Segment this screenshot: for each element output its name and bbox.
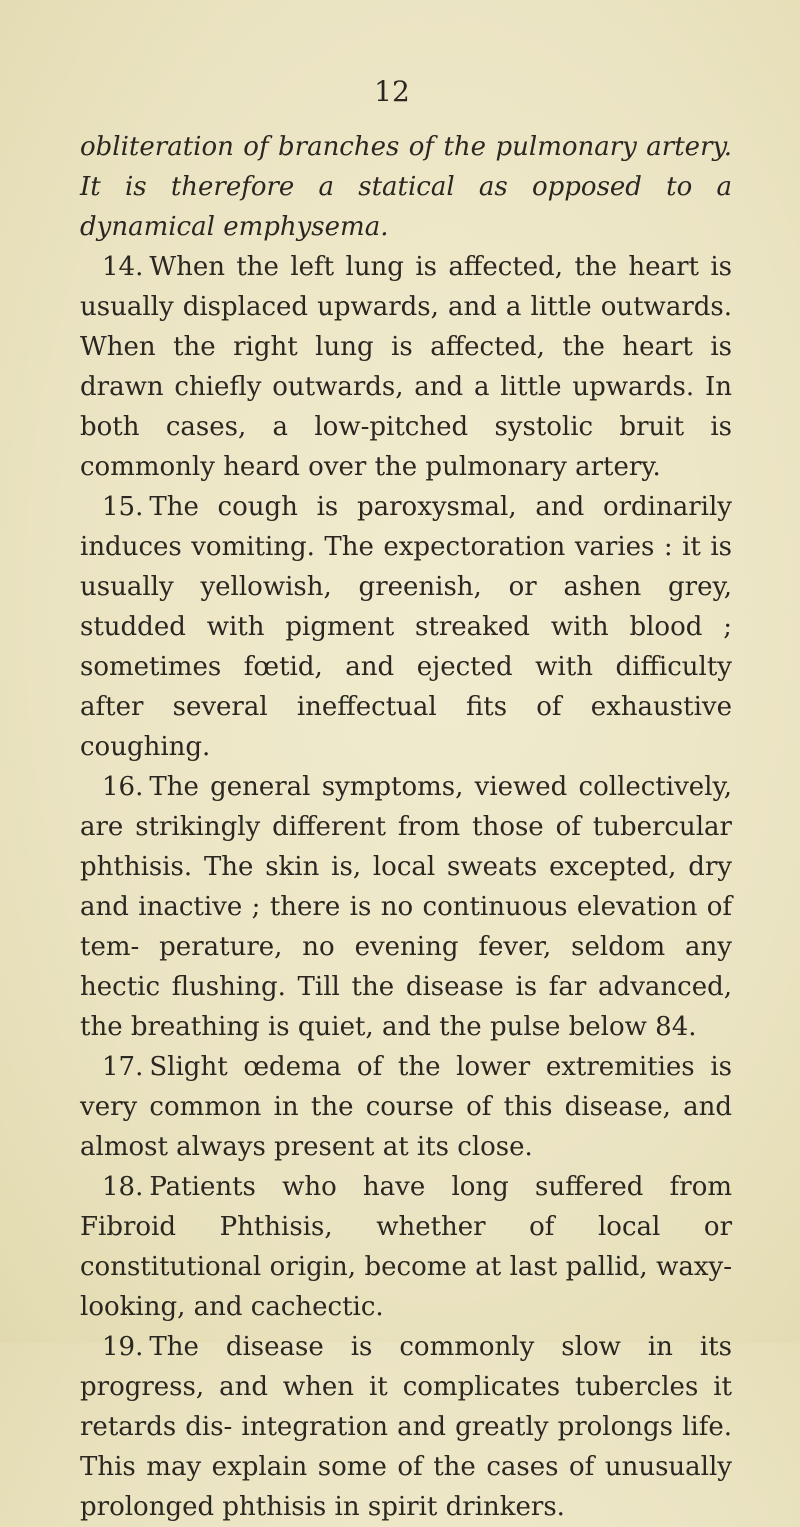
paragraph-16: [80, 767, 732, 1047]
paragraph-number: 14.: [102, 252, 144, 282]
paragraph-number: 15.: [102, 492, 144, 522]
paragraph-15: [80, 487, 732, 767]
paragraph-14: [80, 247, 732, 487]
paragraph-continuation: [80, 127, 732, 247]
paragraph-number: 16.: [102, 772, 144, 802]
paragraph-number: 17.: [102, 1052, 144, 1082]
paragraph-17: [80, 1047, 732, 1167]
paragraph-number: 18.: [102, 1172, 144, 1202]
paragraph-text: Patients who have long suffered from Fibroid Phthisis, whether of local or constitutional origin, become at last pallid, waxy-looking, and cachectic.: [80, 1172, 732, 1322]
page-number: 12: [374, 75, 410, 108]
paragraph-number: 19.: [102, 1332, 144, 1362]
paragraph-text: Slight œdema of the lower extremities is very common in the course of this disease, and almost always present at its close.: [80, 1052, 732, 1162]
paragraph-18: [80, 1167, 732, 1327]
paragraph-text: When the left lung is affected, the heart is usually displaced upwards, and a little outwards. When the right lung is affected, the heart is drawn chiefly outwards, and a little upwards. In both cases, a low-pitched systolic bruit is commonly heard over the pulmonary artery.: [80, 252, 732, 482]
paragraph-text: The cough is paroxysmal, and ordinarily induces vomiting. The expectoration varies : it is usually yellowish, greenish, or ashen grey, studded with pigment streaked with blood ; sometimes fœtid, and ejected with difficulty after several ineffectual fits of exhaustive coughing.: [80, 492, 732, 762]
paragraph-text: The disease is commonly slow in its progress, and when it complicates tubercles it retards dis- integration and greatly prolongs life. This may explain some of the cases of unusually prolonged phthisis in spirit drinkers.: [80, 1332, 732, 1522]
paragraph-text: The general symptoms, viewed collectively, are strikingly different from those of tubercular phthisis. The skin is, local sweats excepted, dry and inactive ; there is no continuous elevation of tem- perature, no evening fever, seldom any hectic flushing. Till the disease is far advanced, the breathing is quiet, and the pulse below 84.: [80, 772, 732, 1042]
body-text: [80, 127, 732, 1527]
paragraph-text: obliteration of branches of the pulmonary artery. It is therefore a statical as opposed to a dynamical emphysema.: [80, 132, 732, 242]
paragraph-19: [80, 1327, 732, 1527]
